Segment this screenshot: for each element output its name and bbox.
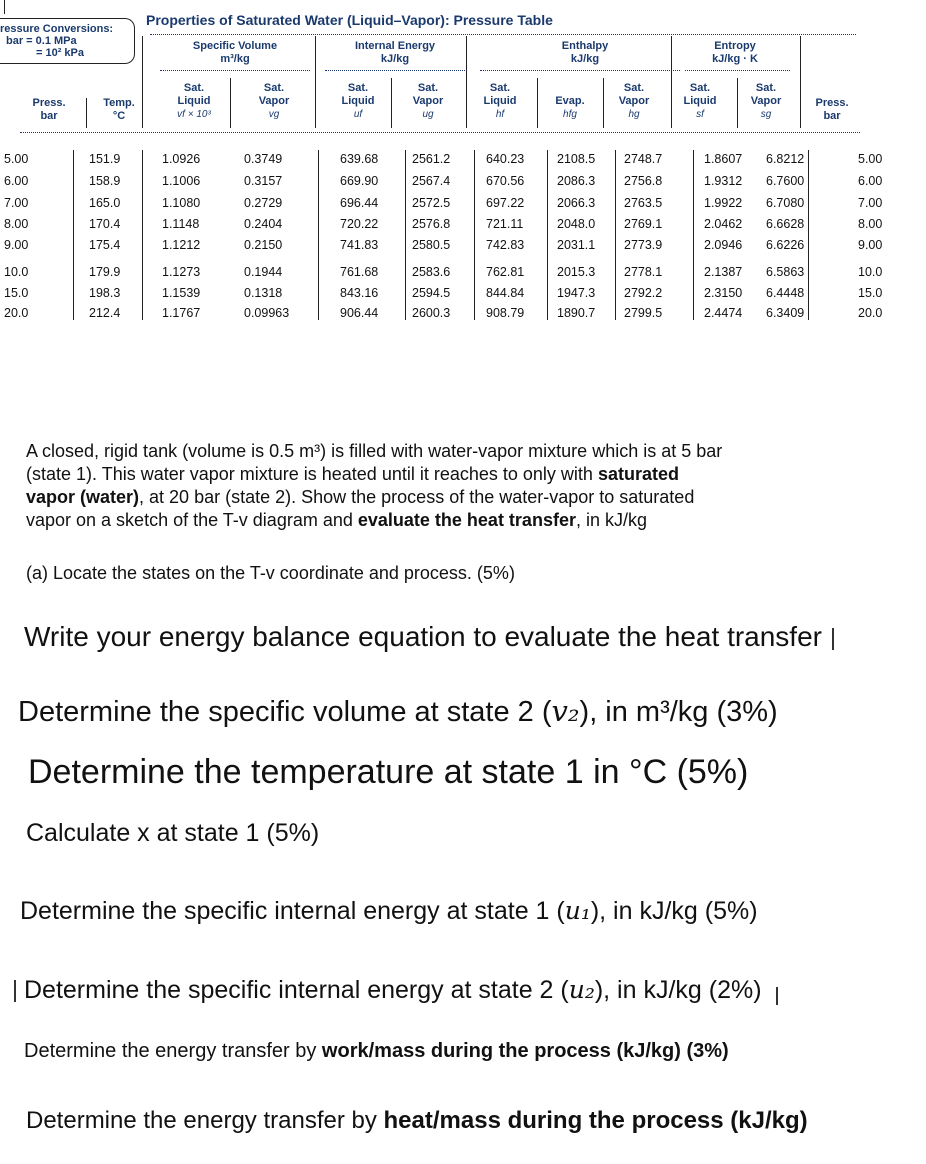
table-cell: 6.7600 xyxy=(766,174,805,188)
table-cell: 2763.5 xyxy=(624,196,663,210)
table-cell: 1.9922 xyxy=(704,196,743,210)
table-cell: 10.0 xyxy=(4,265,29,279)
table-cell: 2015.3 xyxy=(557,265,596,279)
table-cell: 6.6628 xyxy=(766,217,805,231)
table-cell: 6.6226 xyxy=(766,238,805,252)
table-cell: 0.1318 xyxy=(244,286,283,300)
header-sg: Sat. Vapor sg xyxy=(750,82,782,120)
temperature-state1-question: Determine the temperature at state 1 in °C (5%) xyxy=(28,753,749,791)
table-cell: 2066.3 xyxy=(557,196,596,210)
table-cell: 6.8212 xyxy=(766,152,805,166)
table-cell: 2792.2 xyxy=(624,286,663,300)
group-enthalpy: Enthalpy kJ/kg xyxy=(561,40,609,65)
table-cell: 696.44 xyxy=(340,196,379,210)
header-hg: Sat. Vapor hg xyxy=(618,82,650,120)
table-cell: 8.00 xyxy=(858,217,883,231)
header-ug: Sat. Vapor ug xyxy=(412,82,444,120)
table-cell: 2.0462 xyxy=(704,217,743,231)
table-cell: 7.00 xyxy=(4,196,29,210)
table-cell: 1.1212 xyxy=(162,238,201,252)
table-cell: 0.2404 xyxy=(244,217,283,231)
table-cell: 2.1387 xyxy=(704,265,743,279)
table-cell: 906.44 xyxy=(340,306,379,320)
table-cell: 158.9 xyxy=(89,174,121,188)
table-cell: 151.9 xyxy=(89,152,121,166)
table-title: Properties of Saturated Water (Liquid–Vapor): Pressure Table xyxy=(146,12,553,28)
table-cell: 2.3150 xyxy=(704,286,743,300)
group-internal-energy: Internal Energy kJ/kg xyxy=(354,40,436,65)
table-cell: 1.1006 xyxy=(162,174,201,188)
table-cell: 2773.9 xyxy=(624,238,663,252)
table-cell: 2580.5 xyxy=(412,238,451,252)
table-cell: 2567.4 xyxy=(412,174,451,188)
table-cell: 6.00 xyxy=(858,174,883,188)
table-cell: 20.0 xyxy=(858,306,883,320)
table-cell: 15.0 xyxy=(4,286,29,300)
table-cell: 2799.5 xyxy=(624,306,663,320)
table-cell: 2594.5 xyxy=(412,286,451,300)
table-cell: 8.00 xyxy=(4,217,29,231)
header-press: Press. bar xyxy=(32,97,66,122)
table-cell: 2778.1 xyxy=(624,265,663,279)
header-vf: Sat. Liquid vf × 10³ xyxy=(177,82,211,120)
table-cell: 908.79 xyxy=(486,306,525,320)
table-cell: 2561.2 xyxy=(412,152,451,166)
heat-question: Determine the energy transfer by heat/mass during the process (kJ/kg) xyxy=(26,1107,808,1134)
table-cell: 2748.7 xyxy=(624,152,663,166)
table-cell: 720.22 xyxy=(340,217,379,231)
header-sf: Sat. Liquid sf xyxy=(683,82,717,120)
energy-balance-question: Write your energy balance equation to evaluate the heat transfer xyxy=(24,621,834,653)
table-cell: 697.22 xyxy=(486,196,525,210)
table-cell: 212.4 xyxy=(89,306,121,320)
table-cell: 640.23 xyxy=(486,152,525,166)
table-cell: 0.09963 xyxy=(244,306,290,320)
v2-symbol: v₂ xyxy=(551,694,580,728)
problem-line-4: vapor on a sketch of the T-v diagram and evaluate the heat transfer, in kJ/kg xyxy=(26,510,647,530)
table-cell: 0.2729 xyxy=(244,196,283,210)
table-cell: 9.00 xyxy=(858,238,883,252)
table-cell: 2.0946 xyxy=(704,238,743,252)
table-cell: 1.0926 xyxy=(162,152,201,166)
table-cell: 1.1539 xyxy=(162,286,201,300)
group-specific-volume: Specific Volume m³/kg xyxy=(192,40,278,65)
table-cell: 2086.3 xyxy=(557,174,596,188)
table-cell: 669.90 xyxy=(340,174,379,188)
table-cell: 741.83 xyxy=(340,238,379,252)
table-cell: 7.00 xyxy=(858,196,883,210)
table-cell: 6.5863 xyxy=(766,265,805,279)
table-cell: 175.4 xyxy=(89,238,121,252)
table-cell: 2769.1 xyxy=(624,217,663,231)
work-question: Determine the energy transfer by work/mass during the process (kJ/kg) (3%) xyxy=(24,1040,729,1062)
table-cell: 0.3749 xyxy=(244,152,283,166)
table-cell: 1.9312 xyxy=(704,174,743,188)
table-cell: 165.0 xyxy=(89,196,121,210)
header-hfg: Evap. hfg xyxy=(555,95,585,120)
problem-statement xyxy=(26,440,906,532)
table-cell: 762.81 xyxy=(486,265,525,279)
table-cell: 2576.8 xyxy=(412,217,451,231)
crop-mark xyxy=(4,0,5,14)
table-cell: 2600.3 xyxy=(412,306,451,320)
table-cell: 1890.7 xyxy=(557,306,596,320)
table-cell: 15.0 xyxy=(858,286,883,300)
table-cell: 20.0 xyxy=(4,306,29,320)
quality-x1-question: Calculate x at state 1 (5%) xyxy=(26,819,320,847)
table-cell: 2756.8 xyxy=(624,174,663,188)
table-cell: 179.9 xyxy=(89,265,121,279)
table-cell: 721.11 xyxy=(486,217,524,231)
table-cell: 2108.5 xyxy=(557,152,596,166)
table-cell: 9.00 xyxy=(4,238,29,252)
table-cell: 1.1080 xyxy=(162,196,201,210)
header-temp: Temp. °C xyxy=(103,97,135,122)
table-cell: 2031.1 xyxy=(557,238,596,252)
problem-line-2: (state 1). This water vapor mixture is heated until it reaches to only with saturated xyxy=(26,464,679,484)
v2-question: Determine the specific volume at state 2 (v₂), in m³/kg (3%) xyxy=(18,694,778,728)
table-cell: 0.2150 xyxy=(244,238,283,252)
group-entropy: Entropy kJ/kg · K xyxy=(712,40,758,65)
table-cell: 2572.5 xyxy=(412,196,451,210)
table-cell: 6.7080 xyxy=(766,196,805,210)
u2-question: Determine the specific internal energy at state 2 (u₂), in kJ/kg (2%) xyxy=(14,975,778,1005)
table-cell: 761.68 xyxy=(340,265,379,279)
table-cell: 2048.0 xyxy=(557,217,596,231)
table-cell: 198.3 xyxy=(89,286,121,300)
table-cell: 1.1273 xyxy=(162,265,201,279)
header-vg: Sat. Vapor vg xyxy=(258,82,290,120)
table-cell: 0.3157 xyxy=(244,174,283,188)
problem-line-3: vapor (water), at 20 bar (state 2). Show the process of the water-vapor to saturated xyxy=(26,487,695,507)
problem-line-1: A closed, rigid tank (volume is 0.5 m³) is filled with water-vapor mixture which is at 5 bar xyxy=(26,441,723,461)
table-cell: 742.83 xyxy=(486,238,525,252)
table-cell: 5.00 xyxy=(858,152,883,166)
table-cell: 670.56 xyxy=(486,174,525,188)
table-cell: 1947.3 xyxy=(557,286,596,300)
table-cell: 844.84 xyxy=(486,286,525,300)
conversions-line1: bar = 0.1 MPa xyxy=(6,35,77,47)
conversions-line2: = 10² kPa xyxy=(36,47,85,59)
text-cursor xyxy=(832,628,834,650)
table-cell: 10.0 xyxy=(858,265,883,279)
table-cell: 6.3409 xyxy=(766,306,805,320)
header-press-right: Press. bar xyxy=(815,97,849,122)
table-cell: 2.4474 xyxy=(704,306,743,320)
saturated-water-table xyxy=(0,0,926,330)
table-cell: 0.1944 xyxy=(244,265,283,279)
part-a-question: (a) Locate the states on the T-v coordinate and process. (5%) xyxy=(26,563,515,583)
table-cell: 6.00 xyxy=(4,174,29,188)
table-cell: 170.4 xyxy=(89,217,121,231)
conversions-heading: ressure Conversions: xyxy=(0,23,114,35)
table-cell: 843.16 xyxy=(340,286,379,300)
u1-question: Determine the specific internal energy at state 1 (u₁), in kJ/kg (5%) xyxy=(20,896,758,925)
table-cell: 6.4448 xyxy=(766,286,805,300)
table-cell: 2583.6 xyxy=(412,265,451,279)
header-hf: Sat. Liquid hf xyxy=(483,82,517,120)
table-cell: 1.1148 xyxy=(162,217,200,231)
table-cell: 1.1767 xyxy=(162,306,201,320)
table-cell: 5.00 xyxy=(4,152,29,166)
pressure-conversions-box xyxy=(0,18,135,64)
table-cell: 639.68 xyxy=(340,152,379,166)
table-cell: 1.8607 xyxy=(704,152,743,166)
header-uf: Sat. Liquid uf xyxy=(341,82,375,120)
